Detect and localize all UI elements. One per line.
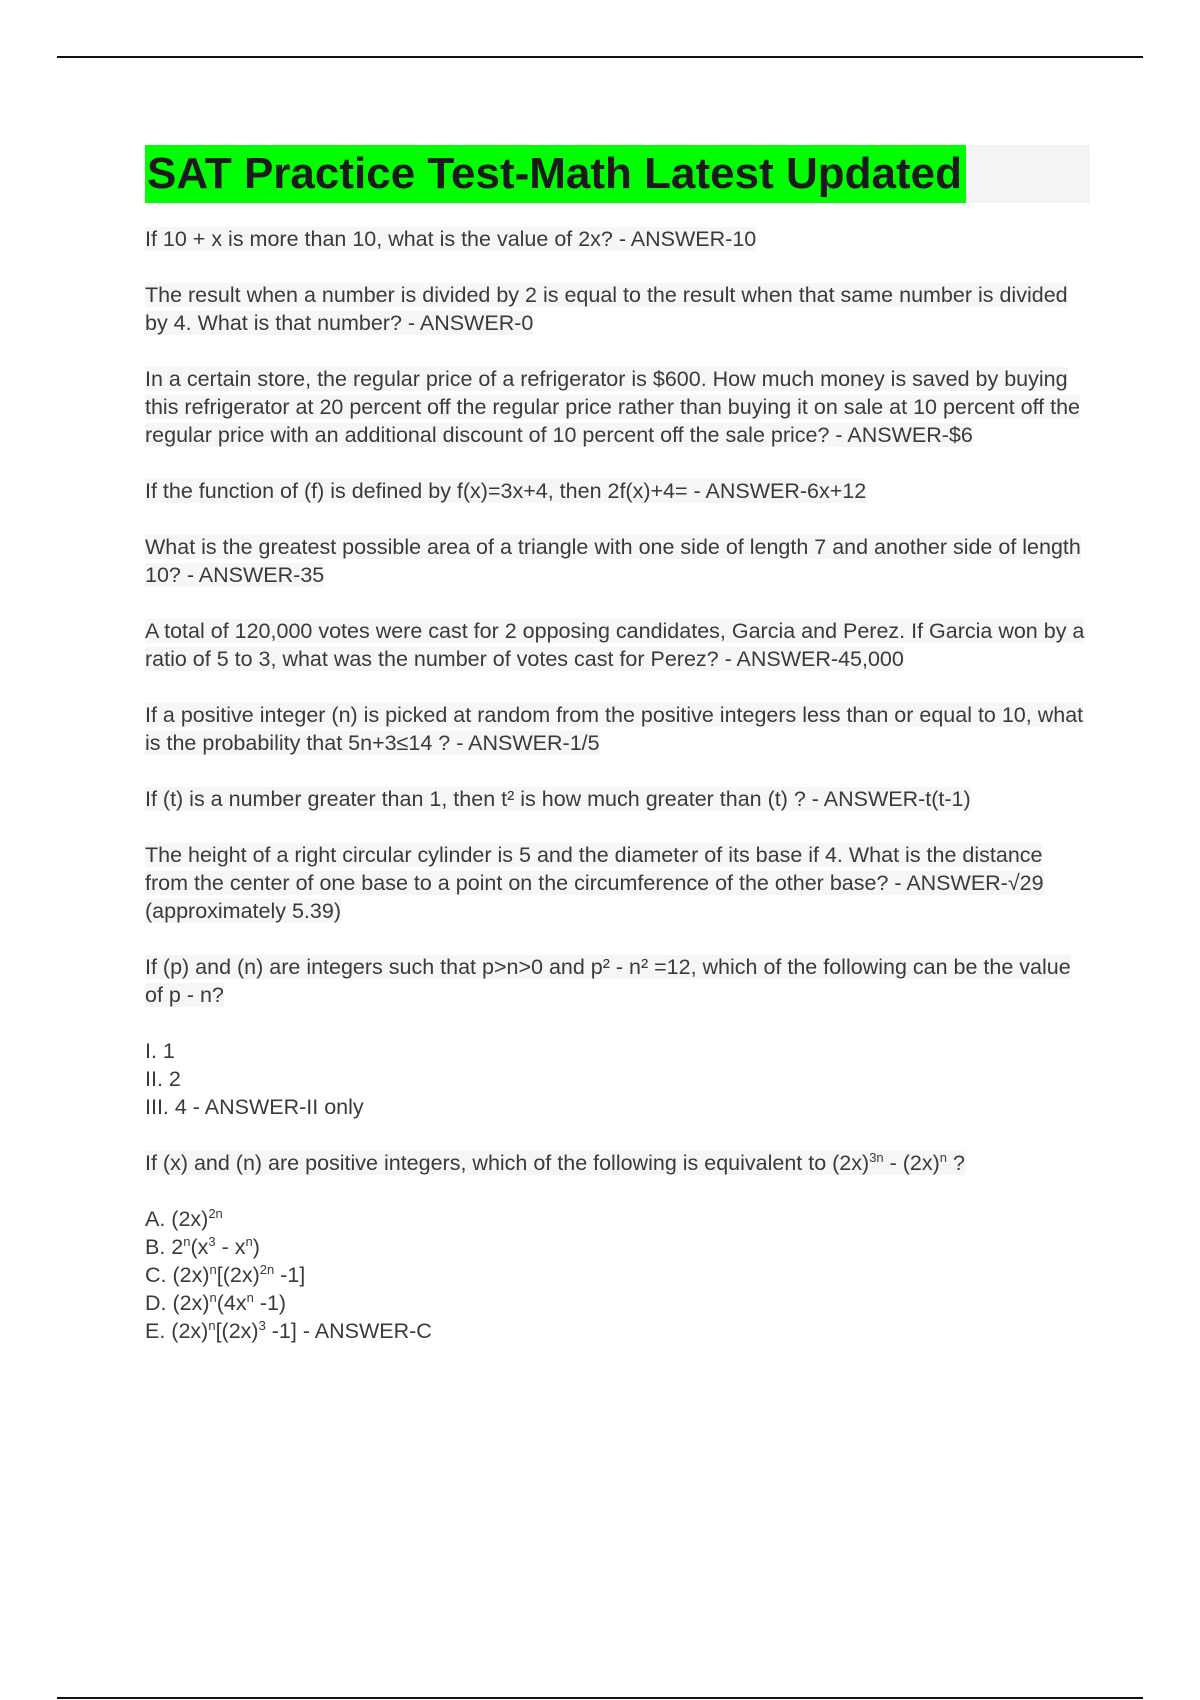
top-rule [57, 56, 1143, 58]
option-text: [(2x) [215, 1319, 259, 1343]
exponent: n [183, 1234, 191, 1249]
exponent: 3 [258, 1318, 266, 1333]
option-text: - x [215, 1235, 246, 1259]
exponent: n [209, 1262, 217, 1277]
question-stem-prefix: If (x) and (n) are positive integers, which of the following is equivalent to (2x) [145, 1151, 870, 1175]
question-1 [145, 225, 1090, 253]
question-9 [145, 841, 1090, 925]
question-text: What is the greatest possible area of a triangle with one side of length 7 and another side of length 10? - ANSWER-35 [145, 535, 1081, 587]
question-text: If a positive integer (n) is picked at random from the positive integers less than or equal to 10, what is the probability that 5n+3≤14 ? - ANSWER-1/5 [145, 703, 1084, 755]
option-text: A. (2x) [145, 1207, 209, 1231]
question-stem-mid: - (2x) [883, 1151, 940, 1175]
question-4 [145, 477, 1090, 505]
question-10-options [145, 1037, 1090, 1121]
question-stem-suffix: ? [947, 1151, 965, 1175]
option-b [145, 1233, 1090, 1261]
exponent: n [245, 1234, 253, 1249]
question-8 [145, 785, 1090, 813]
question-5 [145, 533, 1090, 589]
exponent: 3 [208, 1234, 216, 1249]
question-text [145, 1151, 965, 1175]
page-title: SAT Practice Test-Math Latest Updated [145, 145, 966, 203]
question-6 [145, 617, 1090, 673]
question-11 [145, 1149, 1090, 1177]
exponent: n [246, 1290, 254, 1305]
question-2 [145, 281, 1090, 337]
list-item: I. 1 [145, 1039, 175, 1063]
exponent: 2n [208, 1206, 223, 1221]
bottom-rule [57, 1697, 1143, 1699]
document-body [145, 145, 1090, 1373]
option-text: [(2x) [216, 1263, 260, 1287]
option-text: C. (2x) [145, 1263, 210, 1287]
question-text: If the function of (f) is defined by f(x)=3x+4, then 2f(x)+4= - ANSWER-6x+12 [145, 479, 867, 503]
option-text: E. (2x) [145, 1319, 209, 1343]
option-d [145, 1289, 1090, 1317]
question-10 [145, 953, 1090, 1009]
question-text: If (p) and (n) are integers such that p>n>0 and p² - n² =12, which of the following can be the value of p - n? [145, 955, 1071, 1007]
exponent: n [208, 1318, 216, 1333]
option-text: D. (2x) [145, 1291, 210, 1315]
option-text: -1] [274, 1263, 306, 1287]
question-text: If 10 + x is more than 10, what is the value of 2x? - ANSWER-10 [145, 227, 757, 251]
question-text: A total of 120,000 votes were cast for 2 opposing candidates, Garcia and Perez. If Garcia won by a ratio of 5 to 3, what was the number of votes cast for Perez? - ANSWER-45,000 [145, 619, 1085, 671]
exponent: 3n [869, 1150, 884, 1165]
exponent: n [209, 1290, 217, 1305]
option-text: (4x [216, 1291, 247, 1315]
list-item: II. 2 [145, 1067, 181, 1091]
option-text: -1) [253, 1291, 287, 1315]
question-11-options [145, 1205, 1090, 1345]
title-banner [145, 145, 1090, 203]
option-text: (x [190, 1235, 209, 1259]
question-text: The result when a number is divided by 2 is equal to the result when that same number is divided by 4. What is that number? - ANSWER-0 [145, 283, 1068, 335]
option-text: B. 2 [145, 1235, 184, 1259]
option-c [145, 1261, 1090, 1289]
question-3 [145, 365, 1090, 449]
option-a [145, 1205, 1090, 1233]
question-7 [145, 701, 1090, 757]
exponent: n [939, 1150, 948, 1165]
option-text: ) [252, 1235, 260, 1259]
option-text: -1] - ANSWER-C [265, 1319, 432, 1343]
option-e [145, 1317, 1090, 1345]
question-text: In a certain store, the regular price of a refrigerator is $600. How much money is saved by buying this refrigerator at 20 percent off the regular price rather than buying it on sale at 10 percent off the regular price with an additional discount of 10 percent off the sale price? - ANSWER-$6 [145, 367, 1081, 447]
question-text: If (t) is a number greater than 1, then t² is how much greater than (t) ? - ANSWER-t(t-1) [145, 787, 971, 811]
exponent: 2n [259, 1262, 275, 1277]
list-item: III. 4 - ANSWER-II only [145, 1095, 364, 1119]
question-text: The height of a right circular cylinder is 5 and the diameter of its base if 4. What is the distance from the center of one base to a point on the circumference of the other base? - ANSWER-√29 (approximately 5.39) [145, 843, 1044, 923]
